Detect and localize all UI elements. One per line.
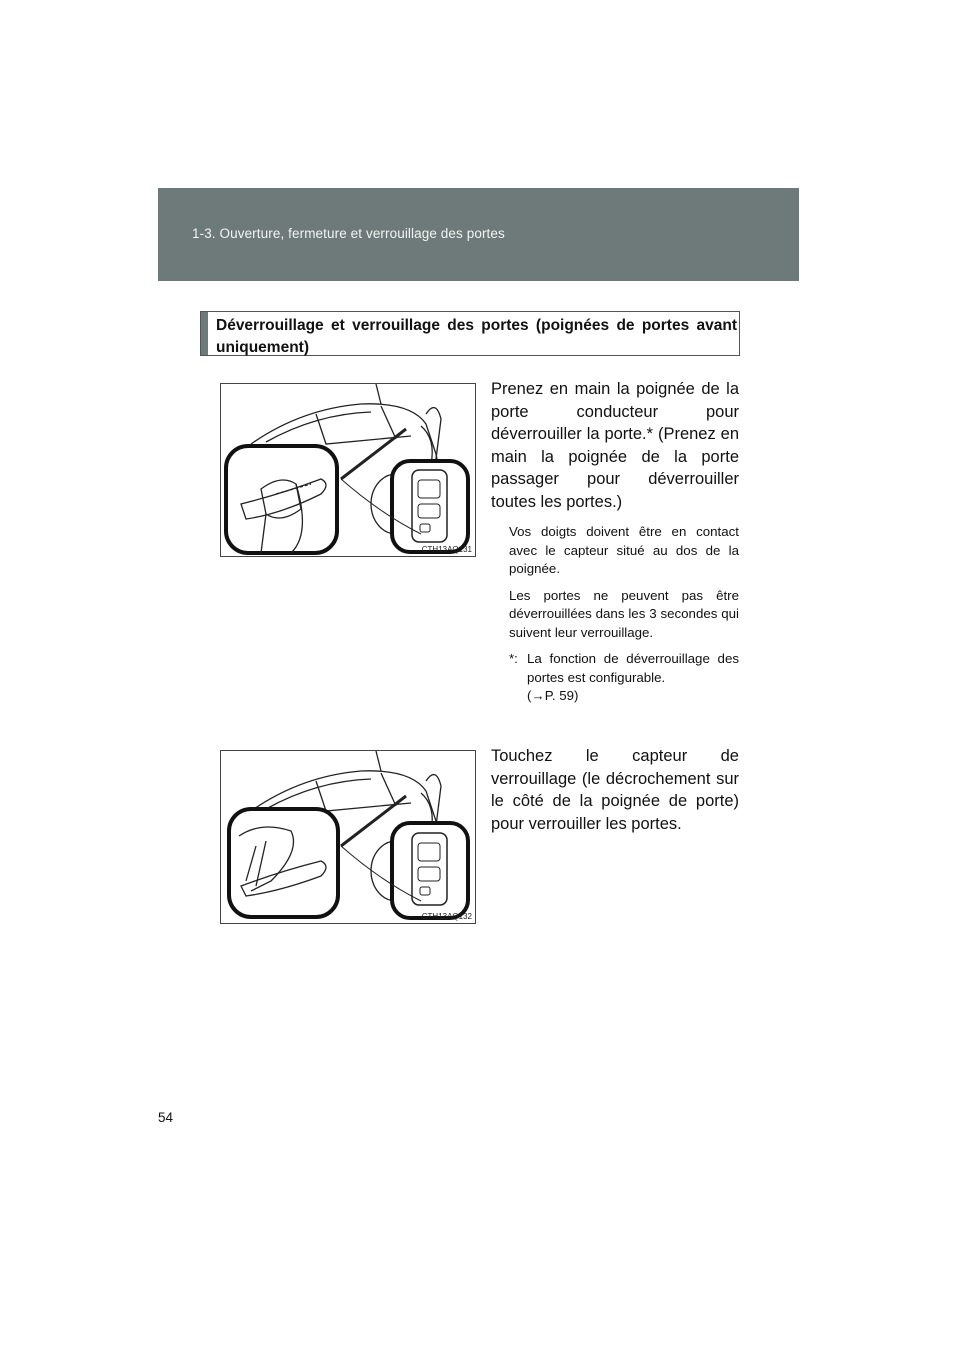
unlock-main-text: Prenez en main la poignée de la porte conducteur pour déverrouiller la porte.* (Prenez en main la poignée de la porte passager pour déverrouiller toutes les portes.) xyxy=(491,380,739,511)
footnote xyxy=(509,650,739,706)
car-unlock-drawing xyxy=(221,384,476,557)
section-title-box xyxy=(200,311,740,356)
section-title-bar xyxy=(201,312,208,355)
note-finger-contact: Vos doigts doivent être en contact avec le capteur situé au dos de la poignée. xyxy=(509,524,739,576)
footnote-text: La fonction de déverrouillage des portes est configurable. xyxy=(527,651,739,685)
unlock-notes xyxy=(509,523,739,706)
footnote-mark: *: xyxy=(509,651,518,666)
chapter-title: 1-3. Ouverture, fermeture et verrouillage des portes xyxy=(192,226,505,241)
handle-inset xyxy=(229,809,338,917)
figure-unlock-illustration xyxy=(220,383,476,557)
figure-lock-illustration xyxy=(220,750,476,924)
note-3-seconds: Les portes ne peuvent pas être déverrouillées dans les 3 secondes qui suivent leur verrouillage. xyxy=(509,587,739,640)
car-lock-drawing xyxy=(221,751,476,924)
page-number: 54 xyxy=(158,1110,174,1125)
unlock-instructions xyxy=(491,378,739,706)
figure-code: CTH13AQ131 xyxy=(421,545,472,554)
section-title: Déverrouillage et verrouillage des portes (poignées de portes avant uniquement) xyxy=(216,317,737,356)
handle-inset xyxy=(226,446,337,553)
footnote-page-ref[interactable]: (→P. 59) xyxy=(527,688,579,703)
figure-code: CTH13AQ132 xyxy=(421,912,472,921)
lock-main-text: Touchez le capteur de verrouillage (le décrochement sur le côté de la poignée de porte) pour verrouiller les portes. xyxy=(491,747,739,833)
lock-instructions xyxy=(491,745,739,835)
chapter-header xyxy=(158,188,799,281)
